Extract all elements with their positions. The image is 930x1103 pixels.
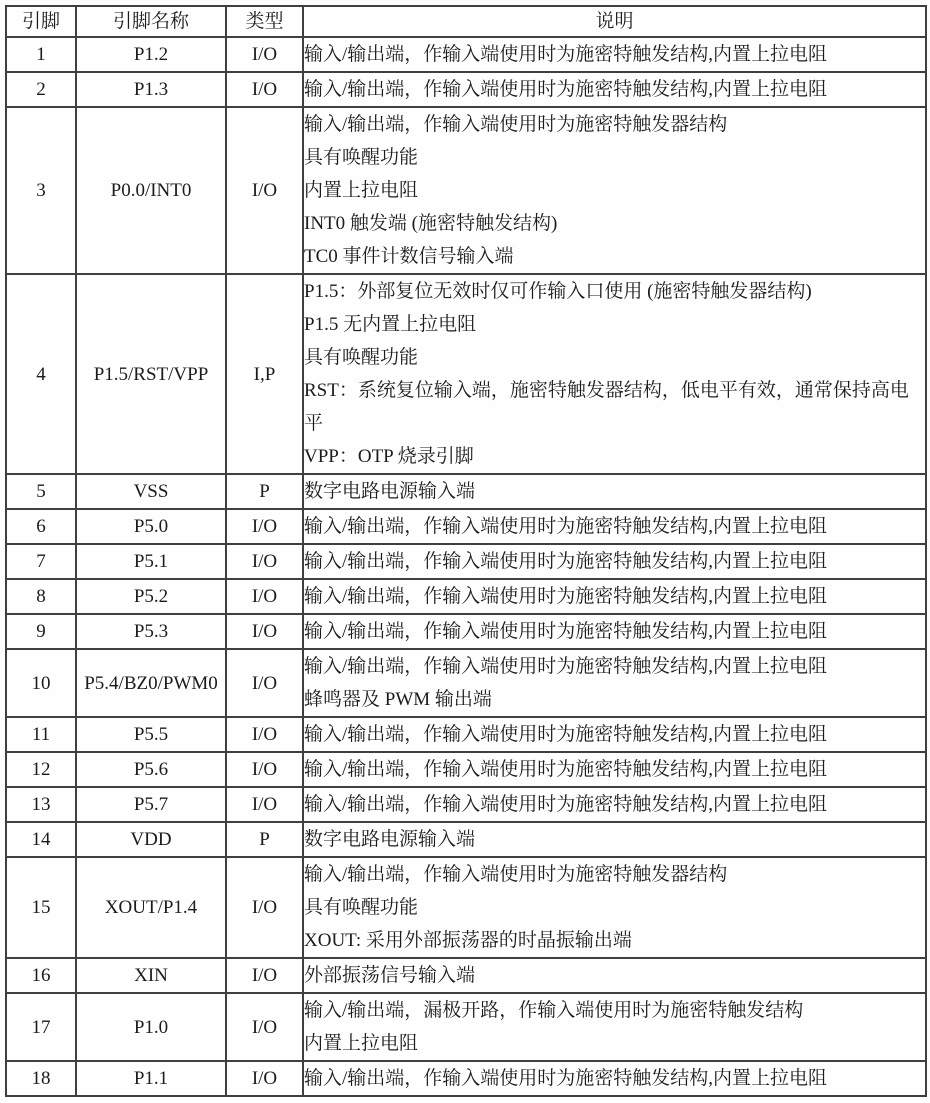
pin-name-cell: P5.4/BZ0/PWM0: [76, 649, 226, 717]
table-row: [6, 474, 926, 509]
pin-number-cell: 7: [6, 544, 76, 579]
description-line: 输入/输出端，作输入端使用时为施密特触发器结构: [304, 864, 728, 885]
description-line: 输入/输出端，作输入端使用时为施密特触发结构,内置上拉电阻: [304, 621, 828, 642]
pin-name-cell: P1.5/RST/VPP: [76, 274, 226, 474]
table-row: [6, 649, 926, 717]
description-line: 输入/输出端，漏极开路，作输入端使用时为施密特触发结构: [304, 1000, 804, 1021]
table-header-row: [6, 6, 926, 37]
table-row: [6, 274, 926, 474]
pin-name-cell: XIN: [76, 958, 226, 993]
header-pin-number: 引脚: [6, 6, 76, 37]
table-row: [6, 544, 926, 579]
description-line: 数字电路电源输入端: [304, 481, 476, 502]
description-line: 外部振荡信号输入端: [304, 965, 476, 986]
description-line: 蜂鸣器及 PWM 输出端: [304, 689, 492, 710]
pin-number-cell: 2: [6, 72, 76, 107]
pin-number-cell: 17: [6, 993, 76, 1061]
pin-number-cell: 13: [6, 787, 76, 822]
pin-description-cell: [303, 752, 926, 787]
pin-description-cell: [303, 993, 926, 1061]
pin-number-cell: 12: [6, 752, 76, 787]
description-line: 输入/输出端，作输入端使用时为施密特触发结构,内置上拉电阻: [304, 724, 828, 745]
description-line: 具有唤醒功能: [304, 347, 419, 368]
pin-name-cell: P1.3: [76, 72, 226, 107]
description-line: 具有唤醒功能: [304, 147, 419, 168]
description-line: 输入/输出端，作输入端使用时为施密特触发结构,内置上拉电阻: [304, 759, 828, 780]
pin-description-cell: [303, 614, 926, 649]
pin-name-cell: P1.2: [76, 37, 226, 72]
description-line: TC0 事件计数信号输入端: [304, 246, 514, 267]
pin-number-cell: 5: [6, 474, 76, 509]
pin-name-cell: P5.6: [76, 752, 226, 787]
pin-description-cell: [303, 37, 926, 72]
pin-type-cell: I/O: [226, 958, 303, 993]
pin-description-cell: [303, 579, 926, 614]
pin-description-cell: [303, 72, 926, 107]
description-line: 输入/输出端，作输入端使用时为施密特触发结构,内置上拉电阻: [304, 516, 828, 537]
pin-description-cell: [303, 544, 926, 579]
description-line: 内置上拉电阻: [304, 180, 419, 201]
pin-description-cell: [303, 822, 926, 857]
pin-type-cell: I/O: [226, 72, 303, 107]
description-line: VPP：OTP 烧录引脚: [304, 446, 474, 467]
pin-description-cell: [303, 509, 926, 544]
table-row: [6, 107, 926, 274]
description-line: INT0 触发端 (施密特触发结构): [304, 213, 558, 234]
pin-name-cell: VDD: [76, 822, 226, 857]
table-row: [6, 787, 926, 822]
pin-name-cell: P5.7: [76, 787, 226, 822]
pin-type-cell: I/O: [226, 544, 303, 579]
pin-description-cell: [303, 1061, 926, 1096]
pin-description-cell: [303, 274, 926, 474]
table-row: [6, 614, 926, 649]
pin-number-cell: 10: [6, 649, 76, 717]
pin-number-cell: 3: [6, 107, 76, 274]
description-line: 输入/输出端，作输入端使用时为施密特触发结构,内置上拉电阻: [304, 551, 828, 572]
description-line: P1.5 无内置上拉电阻: [304, 314, 477, 335]
pin-description-cell: [303, 474, 926, 509]
pin-number-cell: 14: [6, 822, 76, 857]
pin-type-cell: P: [226, 474, 303, 509]
pin-number-cell: 15: [6, 857, 76, 958]
pin-description-cell: [303, 787, 926, 822]
table-row: [6, 37, 926, 72]
pin-name-cell: P1.0: [76, 993, 226, 1061]
description-line: 内置上拉电阻: [304, 1033, 419, 1054]
pin-name-cell: VSS: [76, 474, 226, 509]
description-line: 输入/输出端，作输入端使用时为施密特触发结构,内置上拉电阻: [304, 79, 828, 100]
table-row: [6, 72, 926, 107]
pin-number-cell: 8: [6, 579, 76, 614]
description-line: 输入/输出端，作输入端使用时为施密特触发器结构: [304, 114, 728, 135]
pin-name-cell: P5.3: [76, 614, 226, 649]
pin-number-cell: 9: [6, 614, 76, 649]
description-line: 具有唤醒功能: [304, 897, 419, 918]
pin-description-cell: [303, 107, 926, 274]
pin-name-cell: P5.5: [76, 717, 226, 752]
pin-type-cell: I/O: [226, 752, 303, 787]
description-line: 输入/输出端，作输入端使用时为施密特触发结构,内置上拉电阻: [304, 794, 828, 815]
pin-type-cell: P: [226, 822, 303, 857]
table-row: [6, 958, 926, 993]
pin-name-cell: P5.1: [76, 544, 226, 579]
description-line: 输入/输出端，作输入端使用时为施密特触发结构,内置上拉电阻: [304, 44, 828, 65]
pin-type-cell: I/O: [226, 509, 303, 544]
pin-name-cell: P5.0: [76, 509, 226, 544]
pin-number-cell: 4: [6, 274, 76, 474]
table-row: [6, 857, 926, 958]
pin-number-cell: 6: [6, 509, 76, 544]
pin-number-cell: 16: [6, 958, 76, 993]
description-line: 数字电路电源输入端: [304, 829, 476, 850]
table-body: [6, 37, 926, 1096]
pin-type-cell: I,P: [226, 274, 303, 474]
description-line: P1.5：外部复位无效时仅可作输入口使用 (施密特触发器结构): [304, 281, 812, 302]
pin-type-cell: I/O: [226, 579, 303, 614]
pin-description-cell: [303, 649, 926, 717]
pin-type-cell: I/O: [226, 37, 303, 72]
table-row: [6, 579, 926, 614]
pin-type-cell: I/O: [226, 787, 303, 822]
pin-number-cell: 18: [6, 1061, 76, 1096]
description-line: RST：系统复位输入端，施密特触发器结构，低电平有效，通常保持高电平: [304, 380, 909, 434]
header-pin-type: 类型: [226, 6, 303, 37]
pin-description-table: [5, 5, 927, 1097]
pin-number-cell: 11: [6, 717, 76, 752]
pin-type-cell: I/O: [226, 1061, 303, 1096]
table-row: [6, 1061, 926, 1096]
table-row: [6, 993, 926, 1061]
pin-type-cell: I/O: [226, 649, 303, 717]
pin-type-cell: I/O: [226, 614, 303, 649]
pin-description-cell: [303, 857, 926, 958]
pin-name-cell: XOUT/P1.4: [76, 857, 226, 958]
pin-number-cell: 1: [6, 37, 76, 72]
table-row: [6, 717, 926, 752]
pin-description-cell: [303, 717, 926, 752]
pin-type-cell: I/O: [226, 993, 303, 1061]
pin-type-cell: I/O: [226, 107, 303, 274]
table-row: [6, 509, 926, 544]
description-line: 输入/输出端，作输入端使用时为施密特触发结构,内置上拉电阻: [304, 1068, 828, 1089]
pin-description-cell: [303, 958, 926, 993]
pin-type-cell: I/O: [226, 717, 303, 752]
description-line: 输入/输出端，作输入端使用时为施密特触发结构,内置上拉电阻: [304, 586, 828, 607]
description-line: 输入/输出端，作输入端使用时为施密特触发结构,内置上拉电阻: [304, 656, 828, 677]
pin-name-cell: P0.0/INT0: [76, 107, 226, 274]
header-pin-name: 引脚名称: [76, 6, 226, 37]
header-description: 说明: [303, 6, 926, 37]
pin-type-cell: I/O: [226, 857, 303, 958]
table-row: [6, 822, 926, 857]
pin-name-cell: P5.2: [76, 579, 226, 614]
pin-name-cell: P1.1: [76, 1061, 226, 1096]
table-row: [6, 752, 926, 787]
description-line: XOUT: 采用外部振荡器的时晶振输出端: [304, 930, 632, 951]
